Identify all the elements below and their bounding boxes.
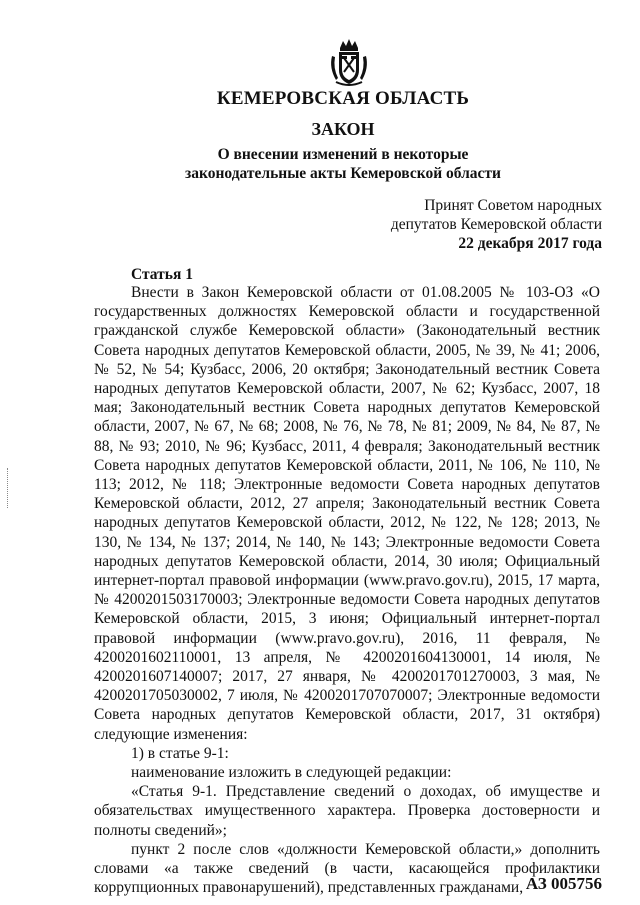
subject-line-1: О внесении изменений в некоторые <box>217 146 469 163</box>
document-type-title: ЗАКОН <box>311 119 375 139</box>
item-1-a: наименование изложить в следующей редакции: <box>131 764 452 782</box>
coat-of-arms-icon <box>326 38 372 88</box>
subject-line-2: законодательные акты Кемеровской области <box>185 165 501 182</box>
article-intro-paragraph: Внести в Закон Кемеровской области от 01.08.2005 № 103-ОЗ «О государственных должностях Кемеровской области и государственной гражданской службе Кемеровской области» (Законодательный вестник Совета народных депутатов Кемеровской области, 2005, № 39, № 41; 2006, № 52, № 54; Кузбасс, 2006, 20 октября; Законодательный вестник Совета народных депутатов Кемеровской области, 2007, № 62; Кузбасс, 2007, 18 мая; Законодательный вестник Совета народных депутатов Кемеровской области, 2007, № 67, № 68; 2008, № 76, № 78, № 81; 2009, № 84, № 87, № 88, № 93; 2010, № 96; Кузбасс, 2011, 4 февраля; Законодательный вестник Совета народных депутатов Кемеровской области, 2011, № 106, № 110, № 113; 2012, № 118; Электронные ведомости Совета народных депутатов Кемеровской области, 2012, 27 апреля; Законодательный вестник Совета народных депутатов Кемеровской области, 2012, № 122, № 128; 2013, № 130, № 134, № 137; 2014, № 140, № 143; Электронные ведомости Совета народных депутатов Кемеровской области, 2014, 30 июля; Официальный интернет-портал правовой информации (www.pravo.gov.ru), 2015, 17 марта, № 4200201503170003; Электронные ведомости Совета народных депутатов Кемеровской области, 2015, 3 июня; Официальный интернет-портал правовой информации (www.pravo.gov.ru), 2016, 11 февраля, № 4200201602110001, 13 апреля, № 4200201604130001, 14 июля, № 4200201607140007; 2017, 27 января, № 4200201701270003, 3 мая, № 4200201705030002, 7 июля, № 4200201707070007; Электронные ведомости Совета народных депутатов Кемеровской области, 2017, 31 октября) следующие изменения: <box>94 284 600 743</box>
article-heading: Статья 1 <box>131 266 193 283</box>
serial-number: АЗ 005756 <box>525 874 602 893</box>
region-title: КЕМЕРОВСКАЯ ОБЛАСТЬ <box>216 88 470 109</box>
adoption-block <box>391 196 602 253</box>
adoption-line-2: депутатов Кемеровской области <box>390 216 602 233</box>
adoption-date: 22 декабря 2017 года <box>458 235 602 252</box>
article-body <box>94 283 600 898</box>
margin-divider <box>7 468 10 508</box>
law-subject <box>0 145 640 183</box>
adoption-line-1: Принят Советом народных <box>424 197 602 214</box>
item-1: 1) в статье 9-1: <box>131 744 229 762</box>
item-1-quote: «Статья 9-1. Представление сведений о доходах, об имуществе и обязательствах имущественного характера. Проверка достоверности и полноты сведений»; <box>94 783 600 839</box>
item-1-b: пункт 2 после слов «должности Кемеровской области,» дополнить словами «а также сведений (в части, касающейся профилактики коррупционных правонарушений), представленных гражданами, <box>94 840 600 897</box>
